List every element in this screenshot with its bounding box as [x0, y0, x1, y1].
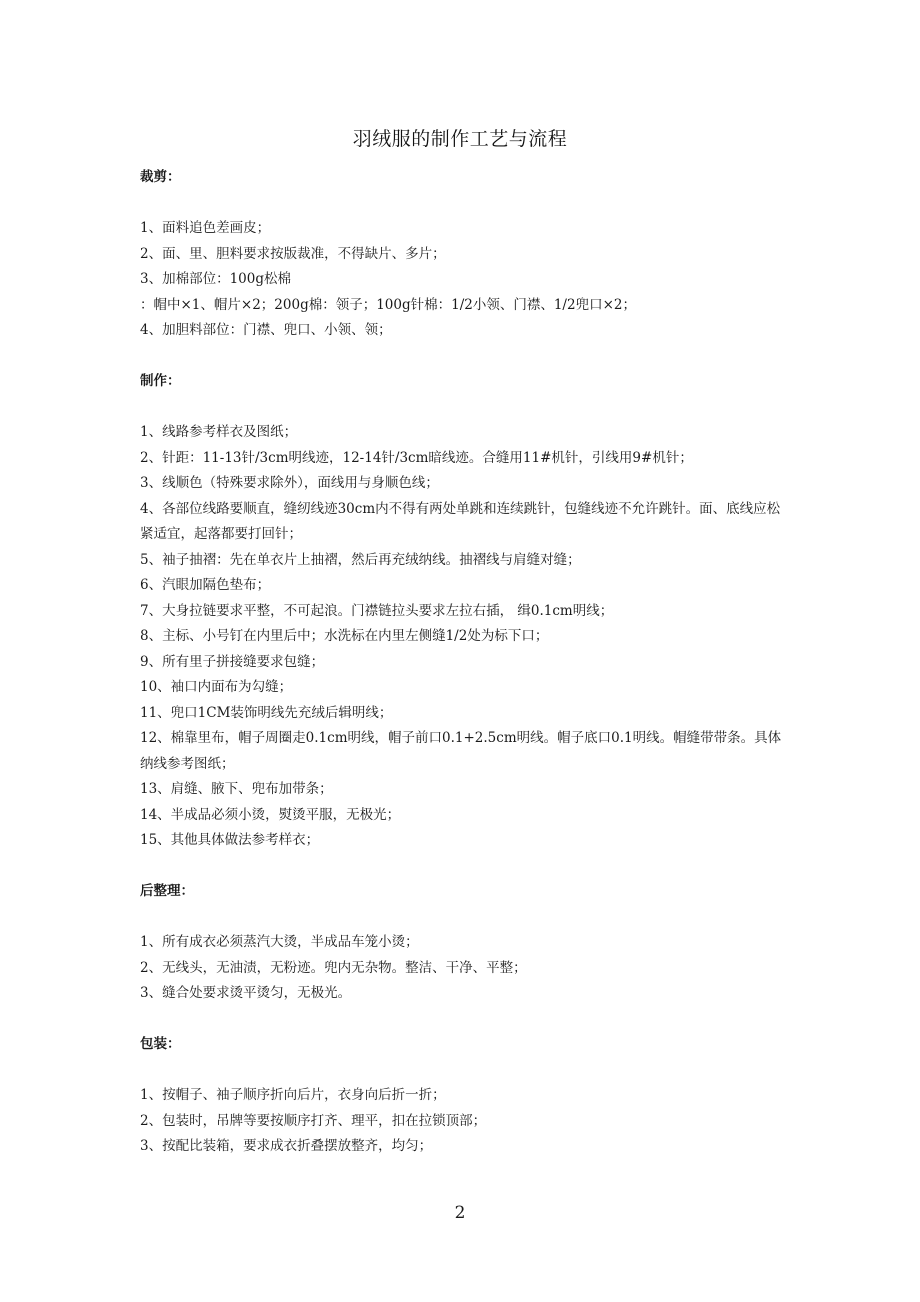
document-section	[140, 165, 785, 344]
list-item: 11、兜口1CM装饰明线先充绒后辑明线；	[140, 704, 393, 721]
list-item: 4、加胆料部位：门襟、兜口、小领、领；	[140, 322, 392, 338]
section-heading: 制作：	[140, 373, 181, 389]
section-heading: 包装：	[140, 1036, 181, 1052]
list-item: 1、线路参考样衣及图纸；	[140, 424, 298, 440]
list-item: 2、面、里、胆料要求按版裁准，不得缺片、多片；	[140, 245, 446, 262]
list-item: 8、主标、小号钉在内里后中；水洗标在内里左侧缝1/2处为标下口；	[140, 628, 549, 644]
list-item: 4、各部位线路要顺直，缝纫线迹30cm内不得有两处单跳和连续跳针，包缝线迹不允许跳针。面、底线应松紧适宜，起落都要打回针；	[140, 500, 781, 542]
blank-line	[140, 191, 785, 217]
list-item: 12、棉靠里布，帽子周圈走0.1cm明线，帽子前口0.1+2.5cm明线。帽子底口0.1明线。帽缝带带条。具体纳线参考图纸；	[140, 730, 782, 772]
list-item: 10、袖口内面布为勾缝；	[140, 679, 293, 695]
list-item: 3、加棉部位：100g松棉	[140, 271, 291, 287]
document-title: 羽绒服的制作工艺与流程	[352, 128, 568, 150]
section-heading: 裁剪：	[140, 169, 181, 185]
document-section	[140, 879, 785, 1007]
list-item: 15、其他具体做法参考样衣；	[140, 832, 320, 848]
list-item: 3、按配比装箱，要求成衣折叠摆放整齐，均匀；	[140, 1138, 433, 1154]
list-item: 1、按帽子、袖子顺序折向后片，衣身向后折一折；	[140, 1087, 446, 1103]
section-gap	[140, 344, 785, 370]
list-item: 2、无线头，无油渍，无粉迹。兜内无杂物。整洁、干净、平整；	[140, 959, 527, 976]
page-number: 2	[454, 1203, 466, 1223]
blank-line	[140, 1058, 785, 1084]
list-item: 14、半成品必须小烫，熨烫平服，无极光；	[140, 806, 401, 823]
document-section	[140, 1032, 785, 1160]
document-body	[140, 165, 785, 1160]
section-heading: 后整理：	[140, 883, 194, 899]
list-item: 2、针距：11-13针/3cm明线迹，12-14针/3cm暗线迹。合缝用11#机针，引线用9#机针；	[140, 449, 693, 466]
section-gap	[140, 854, 785, 880]
document-section	[140, 369, 785, 854]
list-item: 5、袖子抽褶：先在单衣片上抽褶，然后再充绒纳线。抽褶线与肩缝对缝；	[140, 551, 581, 568]
list-item: 13、肩缝、腋下、兜布加带条；	[140, 781, 333, 797]
list-item: 9、所有里子拼接缝要求包缝；	[140, 653, 325, 670]
section-gap	[140, 1007, 785, 1033]
list-item: 3、缝合处要求烫平烫匀，无极光。	[140, 985, 352, 1001]
list-item: 1、所有成衣必须蒸汽大烫，半成品车笼小烫；	[140, 934, 419, 950]
list-item: 7、大身拉链要求平整，不可起浪。门襟链拉头要求左拉右插， 缉0.1cm明线；	[140, 602, 614, 619]
list-item: 3、线顺色（特殊要求除外），面线用与身顺色线；	[140, 475, 439, 491]
list-item: 1、面料追色差画皮；	[140, 220, 271, 236]
list-item: ：帽中×1、帽片×2；200g棉：领子；100g针棉：1/2小领、门襟、1/2兜口×2；	[140, 296, 636, 313]
blank-line	[140, 905, 785, 931]
list-item: 6、汽眼加隔色垫布；	[140, 577, 271, 593]
list-item: 2、包装时，吊牌等要按顺序打齐、理平，扣在拉锁顶部；	[140, 1112, 487, 1129]
blank-line	[140, 395, 785, 421]
